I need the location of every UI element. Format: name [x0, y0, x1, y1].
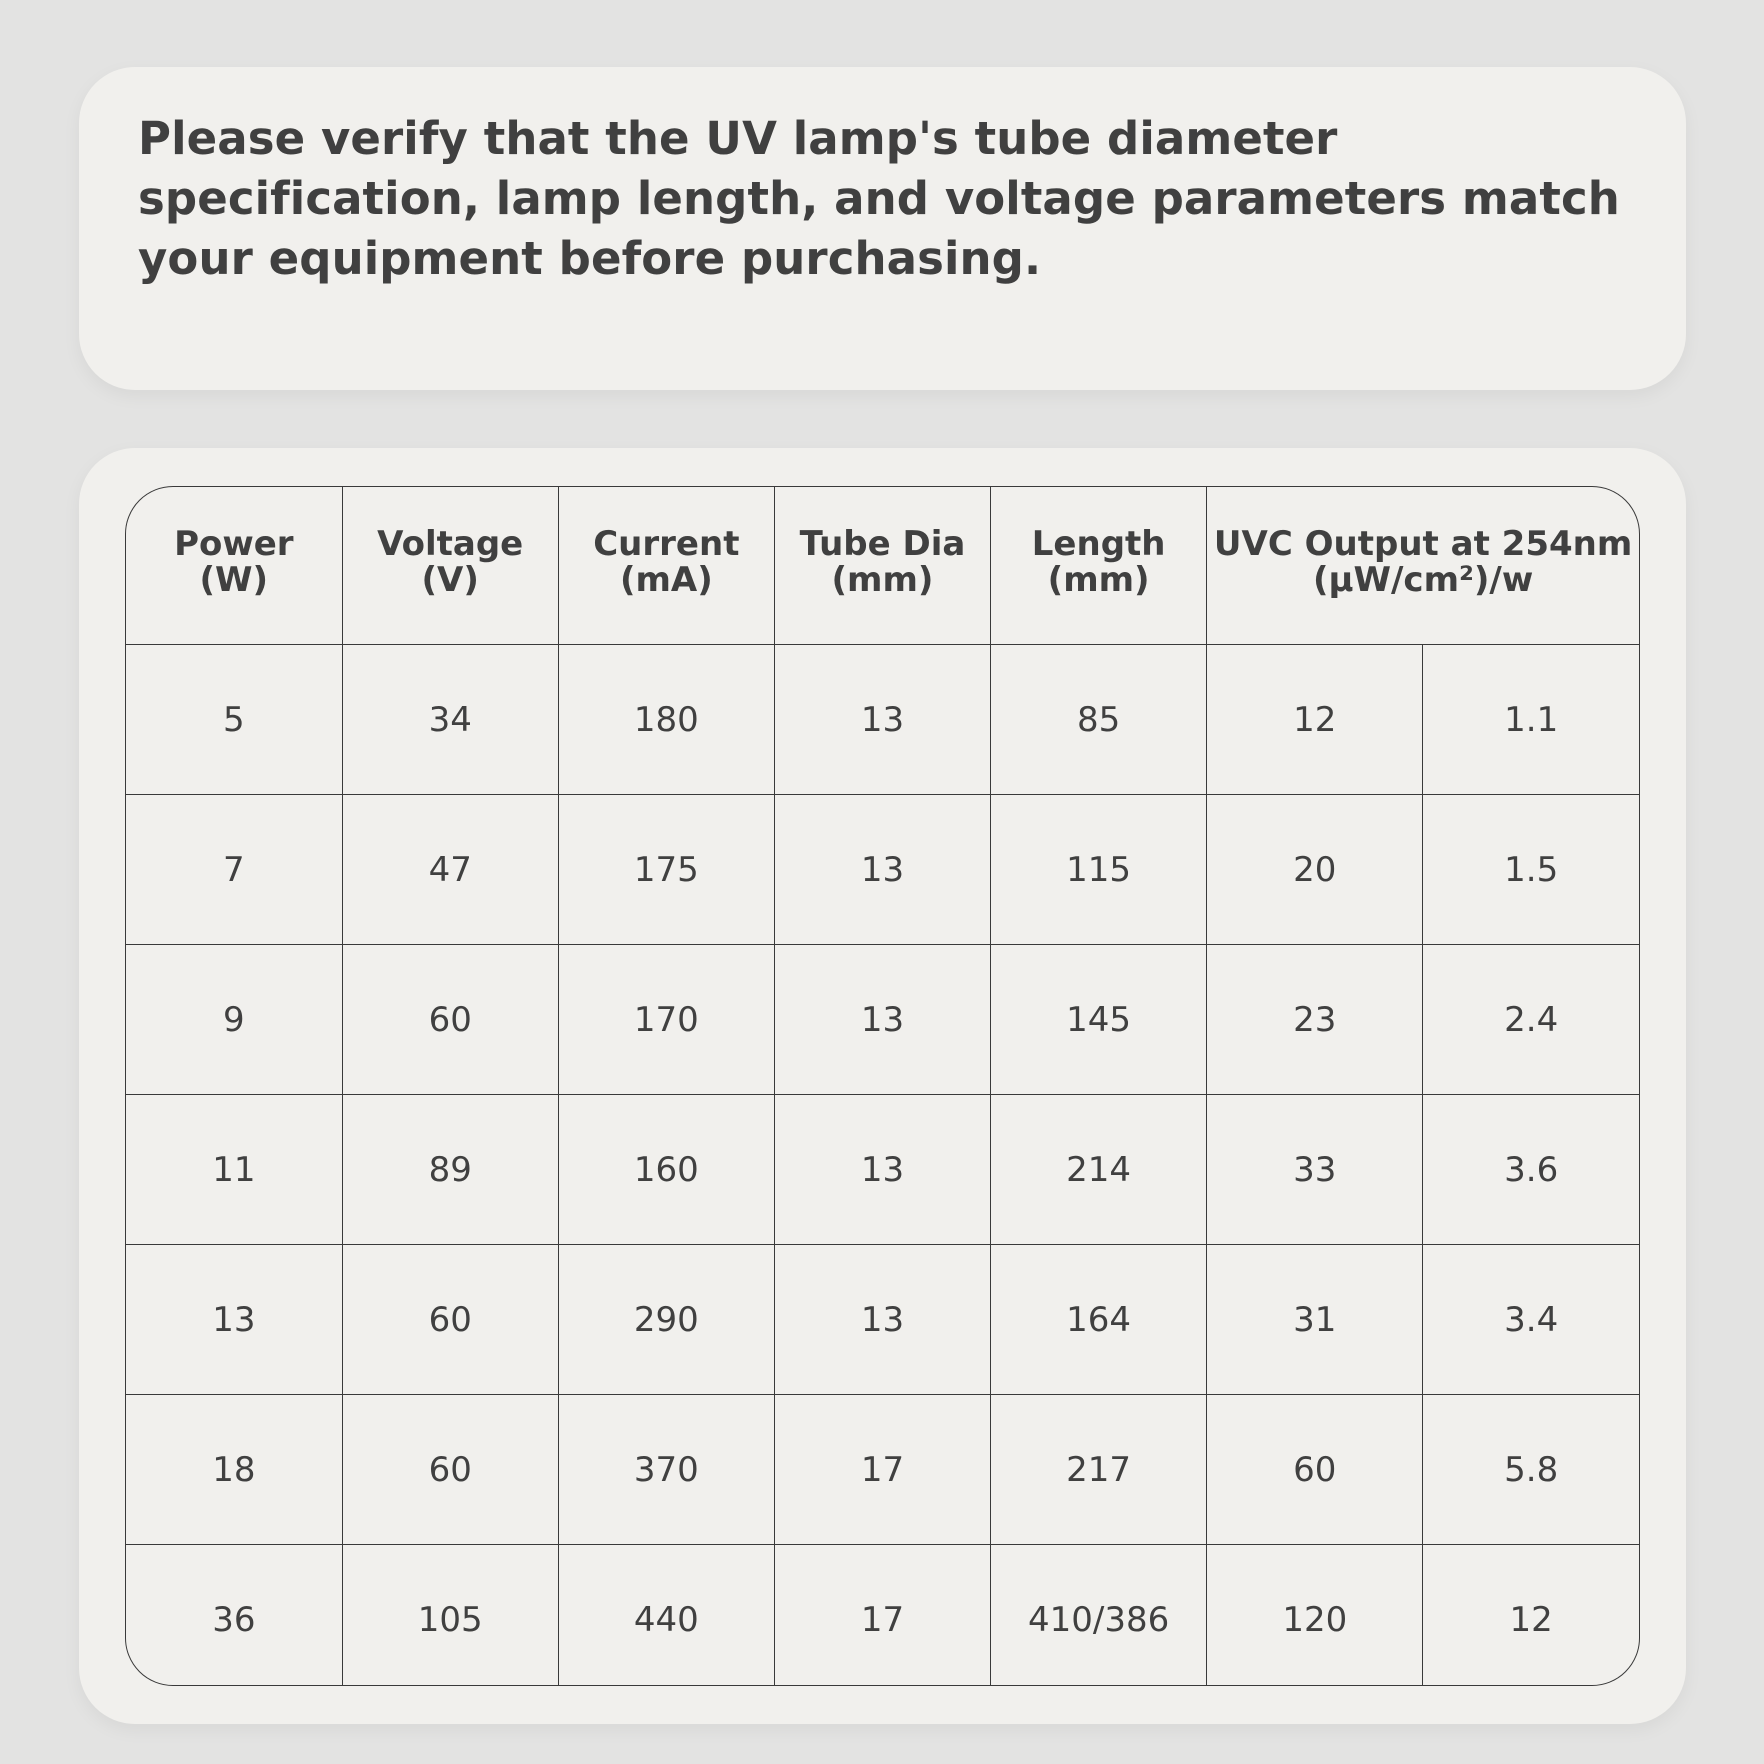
uvc-output-per-watt-cell: 5.8 — [1423, 1395, 1639, 1545]
uvc-output-cell: 12 — [1207, 645, 1423, 795]
tube-dia-cell: 13 — [774, 1245, 990, 1395]
table-row — [126, 1095, 1639, 1245]
power-cell: 11 — [126, 1095, 342, 1245]
current-cell: 440 — [558, 1545, 774, 1687]
tube-dia-cell: 13 — [774, 645, 990, 795]
header-tube-dia-unit: (mm) — [831, 559, 934, 600]
header-current-label: Current — [593, 523, 740, 564]
header-tube-dia-label: Tube Dia — [799, 523, 966, 564]
voltage-cell: 60 — [342, 1245, 558, 1395]
power-cell: 7 — [126, 795, 342, 945]
current-cell: 370 — [558, 1395, 774, 1545]
table-row — [126, 645, 1639, 795]
table-row — [126, 1545, 1639, 1687]
table-row — [126, 945, 1639, 1095]
uvc-output-per-watt-cell: 3.4 — [1423, 1245, 1639, 1395]
power-cell: 36 — [126, 1545, 342, 1687]
header-tube-dia — [774, 487, 990, 645]
voltage-cell: 34 — [342, 645, 558, 795]
header-current-unit: (mA) — [619, 559, 713, 600]
uvc-output-per-watt-cell: 2.4 — [1423, 945, 1639, 1095]
uvc-output-cell: 33 — [1207, 1095, 1423, 1245]
length-cell: 214 — [991, 1095, 1207, 1245]
uvc-output-cell: 20 — [1207, 795, 1423, 945]
current-cell: 180 — [558, 645, 774, 795]
tube-dia-cell: 13 — [774, 795, 990, 945]
length-cell: 115 — [991, 795, 1207, 945]
tube-dia-cell: 17 — [774, 1395, 990, 1545]
length-cell: 145 — [991, 945, 1207, 1095]
power-cell: 13 — [126, 1245, 342, 1395]
length-cell: 164 — [991, 1245, 1207, 1395]
uvc-output-cell: 120 — [1207, 1545, 1423, 1687]
header-uvc-output-label: UVC Output at 254nm — [1213, 523, 1633, 564]
uvc-output-cell: 31 — [1207, 1245, 1423, 1395]
tube-dia-cell: 13 — [774, 1095, 990, 1245]
tube-dia-cell: 17 — [774, 1545, 990, 1687]
header-length-unit: (mm) — [1047, 559, 1150, 600]
voltage-cell: 60 — [342, 945, 558, 1095]
voltage-cell: 89 — [342, 1095, 558, 1245]
voltage-cell: 60 — [342, 1395, 558, 1545]
table-row — [126, 1395, 1639, 1545]
spec-table-frame — [125, 486, 1640, 1686]
power-cell: 5 — [126, 645, 342, 795]
uvc-output-per-watt-cell: 3.6 — [1423, 1095, 1639, 1245]
table-row — [126, 1245, 1639, 1395]
uvc-output-per-watt-cell: 12 — [1423, 1545, 1639, 1687]
uvc-output-cell: 23 — [1207, 945, 1423, 1095]
header-power-label: Power — [174, 523, 294, 564]
voltage-cell: 47 — [342, 795, 558, 945]
uvc-output-per-watt-cell: 1.5 — [1423, 795, 1639, 945]
length-cell: 217 — [991, 1395, 1207, 1545]
header-power — [126, 487, 342, 645]
header-length-label: Length — [1031, 523, 1166, 564]
header-uvc-output — [1207, 487, 1639, 645]
spec-table-card — [79, 448, 1686, 1724]
uvc-output-cell: 60 — [1207, 1395, 1423, 1545]
header-current — [558, 487, 774, 645]
spec-table — [126, 487, 1639, 1686]
tube-dia-cell: 13 — [774, 945, 990, 1095]
header-voltage-label: Voltage — [377, 523, 524, 564]
header-voltage-unit: (V) — [421, 559, 479, 600]
header-uvc-output-unit: (μW/cm²)/w — [1312, 559, 1534, 600]
table-header-row — [126, 487, 1639, 645]
power-cell: 9 — [126, 945, 342, 1095]
header-power-unit: (W) — [199, 559, 269, 600]
current-cell: 160 — [558, 1095, 774, 1245]
current-cell: 290 — [558, 1245, 774, 1395]
uvc-output-per-watt-cell: 1.1 — [1423, 645, 1639, 795]
voltage-cell: 105 — [342, 1545, 558, 1687]
header-length — [991, 487, 1207, 645]
power-cell: 18 — [126, 1395, 342, 1545]
notice-text: Please verify that the UV lamp's tube diameter specification, lamp length, and voltage parameters match your equipment before purchasing. — [138, 112, 1620, 285]
length-cell: 85 — [991, 645, 1207, 795]
current-cell: 170 — [558, 945, 774, 1095]
table-row — [126, 795, 1639, 945]
current-cell: 175 — [558, 795, 774, 945]
header-voltage — [342, 487, 558, 645]
notice-card — [79, 67, 1686, 390]
length-cell: 410/386 — [991, 1545, 1207, 1687]
spec-table-body — [126, 645, 1639, 1687]
